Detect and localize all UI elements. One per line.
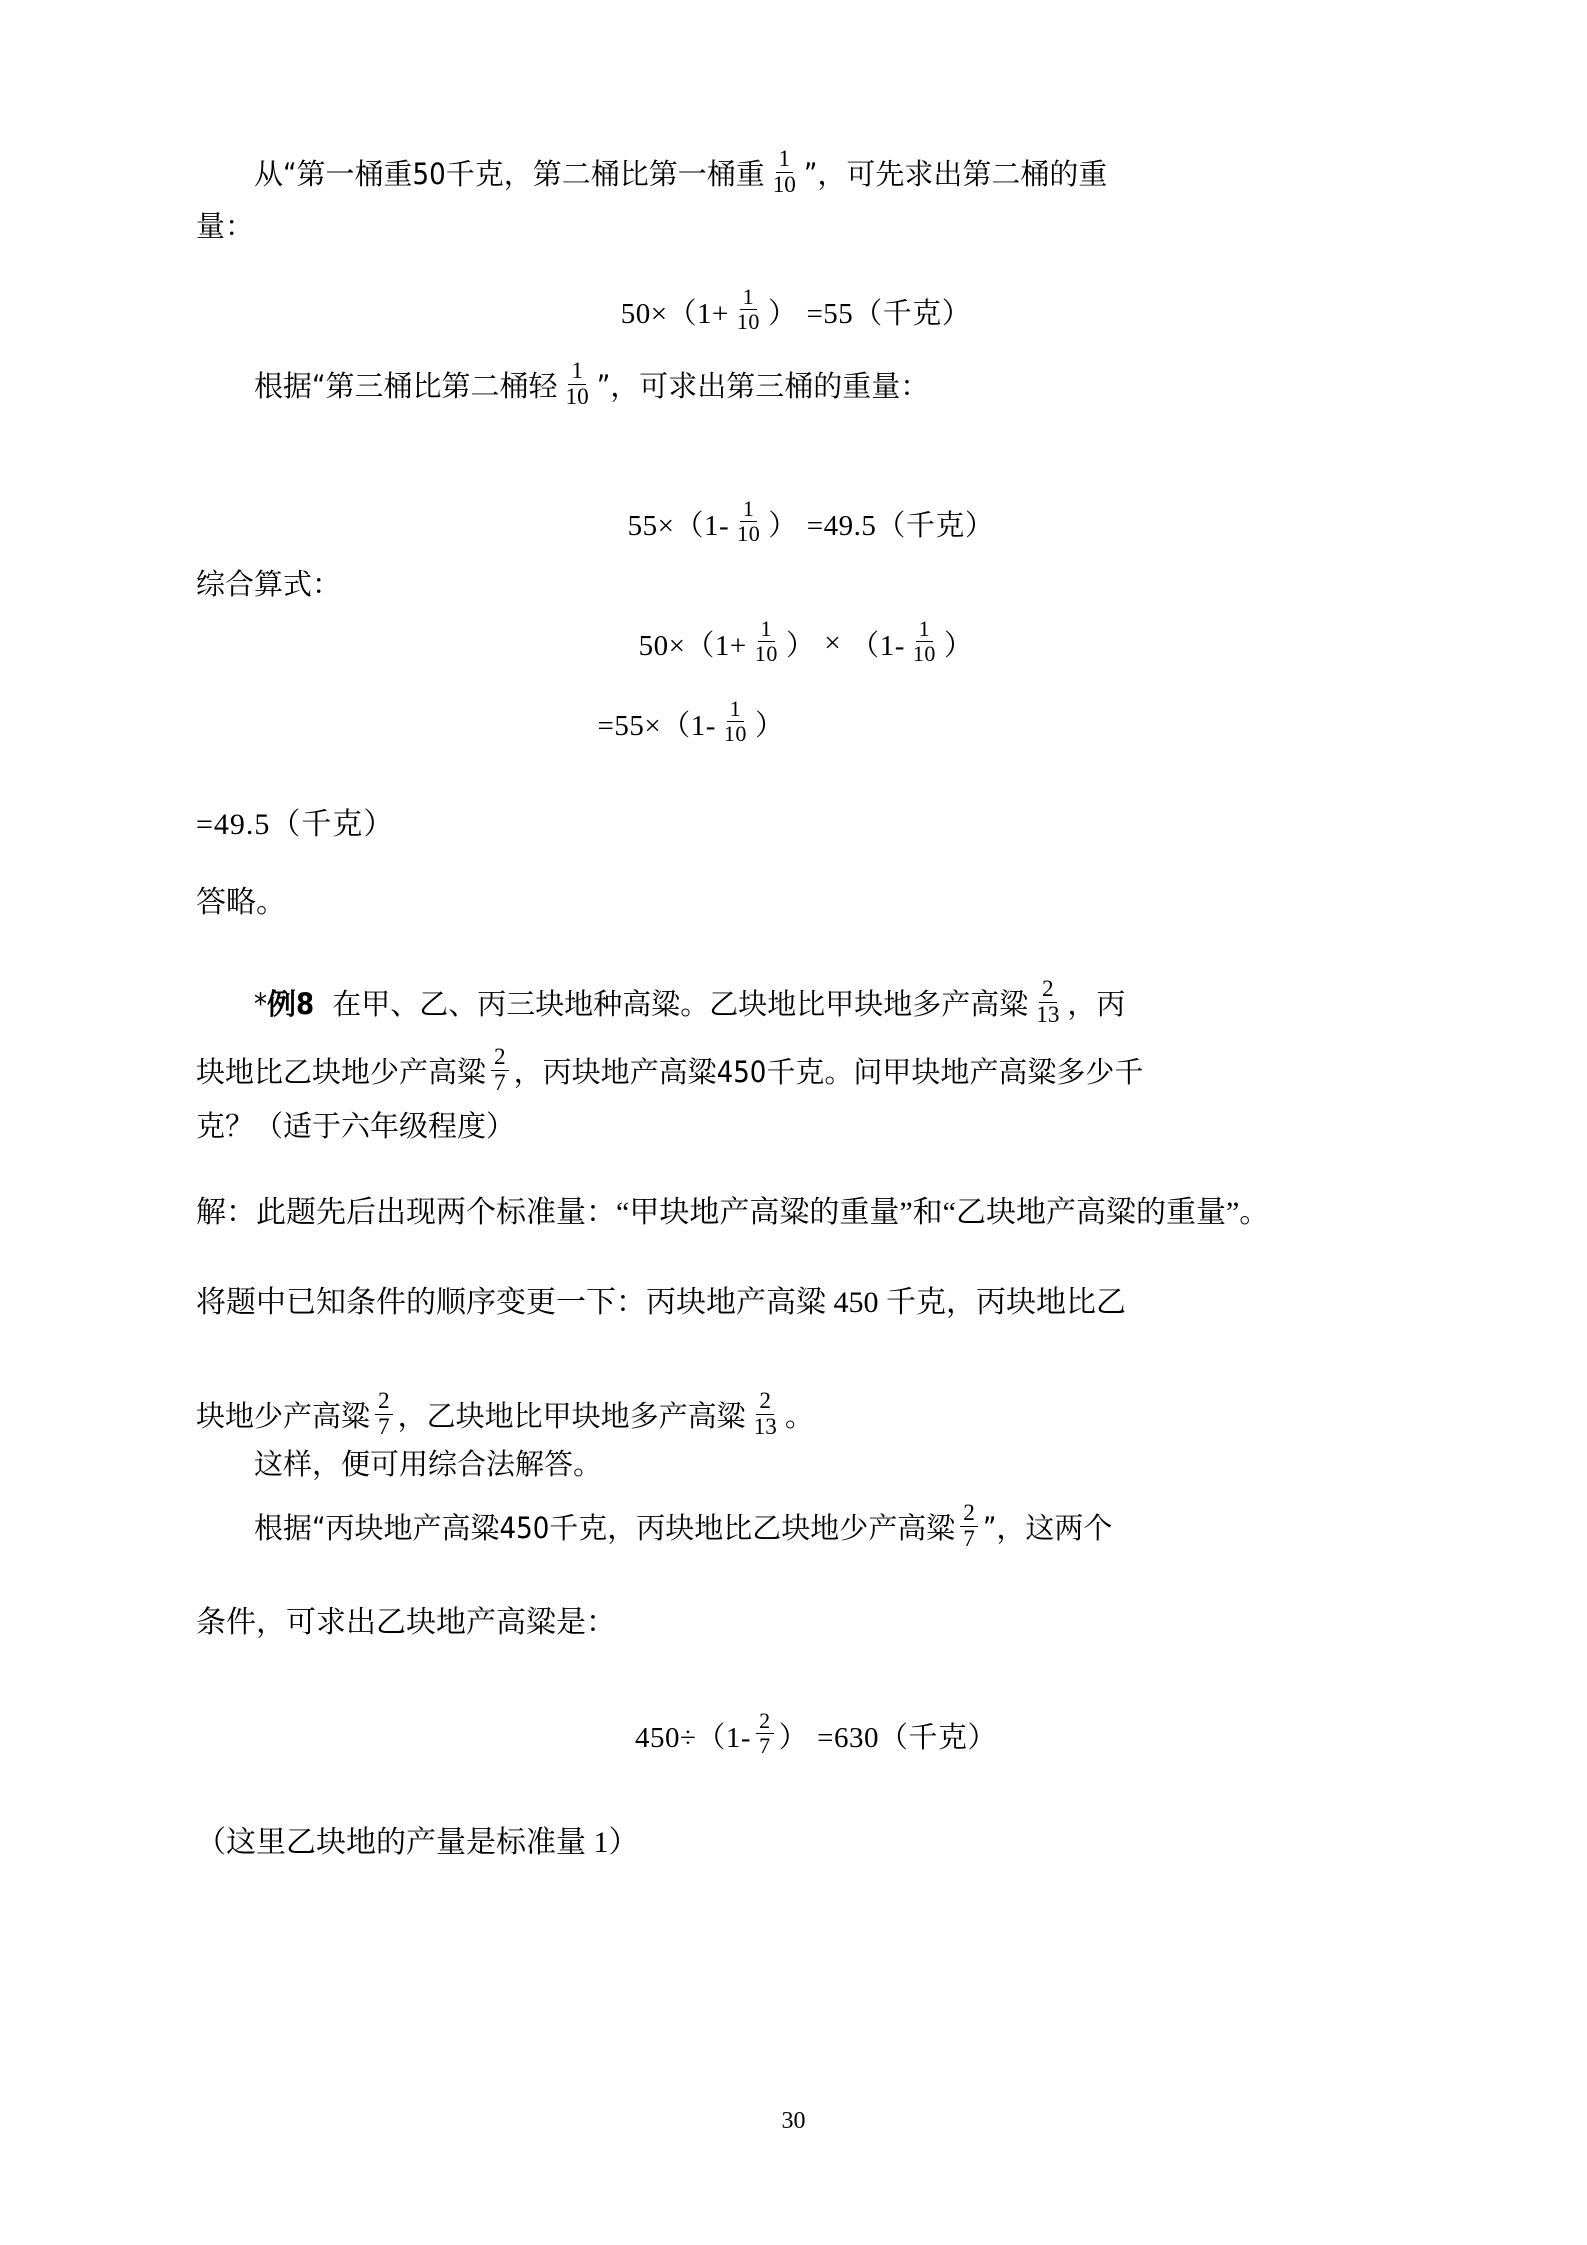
formula-field-b-yield: 450÷（1- $\frac{2}{7}$ ） =630（千克） bbox=[635, 1708, 997, 1759]
text-segment: 块地少产高粱 bbox=[196, 1399, 371, 1434]
label-combined-expression bbox=[196, 567, 1396, 601]
paragraph-third-bucket-basis bbox=[196, 358, 1396, 411]
text-segment: ，丙 bbox=[1067, 987, 1126, 1022]
text-segment: ，丙块地产高粱450千克。问甲块地产高粱多少千 bbox=[513, 1055, 1144, 1090]
fraction-two-thirteenths: $\frac{2}{13}$ bbox=[1036, 976, 1060, 1029]
example-8-line2 bbox=[196, 1044, 1396, 1097]
example-star: * bbox=[254, 987, 268, 1022]
text-segment: 块地比乙块地少产高粱 bbox=[196, 1055, 487, 1090]
fraction-one-tenth: $\frac{1}{10}$ bbox=[737, 496, 761, 547]
fraction-two-thirteenths: $\frac{2}{13}$ bbox=[753, 1388, 777, 1441]
text-segment: 根据“丙块地产高粱450千克，丙块地比乙块地少产高粱 bbox=[254, 1511, 956, 1546]
text-segment: 量： bbox=[196, 209, 255, 243]
text-segment: 从“第一桶重50千克，第二桶比第一桶重 bbox=[254, 157, 765, 192]
text-segment: 。 bbox=[784, 1399, 814, 1434]
result-value bbox=[196, 810, 1396, 840]
text-segment: 将题中已知条件的顺序变更一下：丙块地产高粱 450 千克，丙块地比乙 bbox=[196, 1286, 1126, 1319]
example-8-heading-line bbox=[196, 976, 1396, 1029]
text-segment: 条件，可求出乙块地产高粱是： bbox=[196, 1606, 616, 1639]
formula-combined-line1: 50×（1+ $\frac{1}{10}$ ） × （1- $\frac{1}{10}$ ） bbox=[638, 616, 974, 667]
fraction-one-tenth: $\frac{1}{10}$ bbox=[772, 146, 796, 199]
fraction-one-tenth: $\frac{1}{10}$ bbox=[754, 616, 778, 667]
formula-combined-line2: =55×（1- $\frac{1}{10}$ ） bbox=[597, 696, 785, 747]
text-segment: 根据“第三桶比第二桶轻 bbox=[254, 369, 558, 404]
page-number: 30 bbox=[781, 2108, 806, 2134]
text-segment: ”，可先求出第二桶的重 bbox=[803, 157, 1108, 192]
text-segment: 这样，便可用综合法解答。 bbox=[254, 1447, 603, 1481]
solution-intro bbox=[196, 1198, 1396, 1228]
text-segment: ”，这两个 bbox=[982, 1511, 1113, 1546]
text-segment: 综合算式： bbox=[196, 567, 342, 601]
text-segment: ”，可求出第三桶的重量： bbox=[596, 369, 930, 404]
solution-condition-result bbox=[196, 1608, 1396, 1638]
solution-basis-line bbox=[196, 1500, 1396, 1553]
example-label: 例8 bbox=[267, 987, 315, 1022]
solution-method-note bbox=[196, 1447, 1396, 1481]
fraction-two-sevenths: $\frac{2}{7}$ bbox=[375, 1390, 393, 1439]
text-segment: ，乙块地比甲块地多产高粱 bbox=[397, 1399, 746, 1434]
fraction-one-tenth: $\frac{1}{10}$ bbox=[912, 616, 936, 667]
fraction-one-tenth: $\frac{1}{10}$ bbox=[736, 284, 760, 335]
text-segment: 克？（适于六年级程度） bbox=[196, 1109, 516, 1143]
text-segment: =49.5（千克） bbox=[196, 808, 395, 841]
paragraph-source-condition-cont bbox=[196, 209, 1396, 243]
solution-reorder-cont bbox=[196, 1388, 1396, 1441]
text-segment: 在甲、乙、丙三块地种高粱。乙块地比甲块地多产高粱 bbox=[332, 987, 1029, 1022]
text-segment: （这里乙块地的产量是标准量 1） bbox=[196, 1826, 639, 1859]
solution-standard-note bbox=[196, 1828, 1396, 1858]
paragraph-source-condition bbox=[196, 146, 1396, 199]
solution-reorder bbox=[196, 1288, 1396, 1318]
text-segment: 答略。 bbox=[196, 886, 286, 919]
text-segment: 解：此题先后出现两个标准量：“甲块地产高粱的重量”和“乙块地产高粱的重量”。 bbox=[196, 1196, 1270, 1229]
answer-omitted bbox=[196, 888, 1396, 918]
fraction-one-tenth: $\frac{1}{10}$ bbox=[565, 358, 589, 411]
fraction-two-sevenths: $\frac{2}{7}$ bbox=[756, 1710, 774, 1757]
fraction-one-tenth: $\frac{1}{10}$ bbox=[723, 696, 747, 747]
formula-second-bucket: 50×（1+ $\frac{1}{10}$ ） =55（千克） bbox=[620, 284, 972, 335]
example-8-line3 bbox=[196, 1109, 1396, 1143]
fraction-two-sevenths: $\frac{2}{7}$ bbox=[960, 1502, 978, 1551]
formula-third-bucket: 55×（1- $\frac{1}{10}$ ） =49.5（千克） bbox=[627, 496, 995, 547]
fraction-two-sevenths: $\frac{2}{7}$ bbox=[491, 1046, 509, 1095]
